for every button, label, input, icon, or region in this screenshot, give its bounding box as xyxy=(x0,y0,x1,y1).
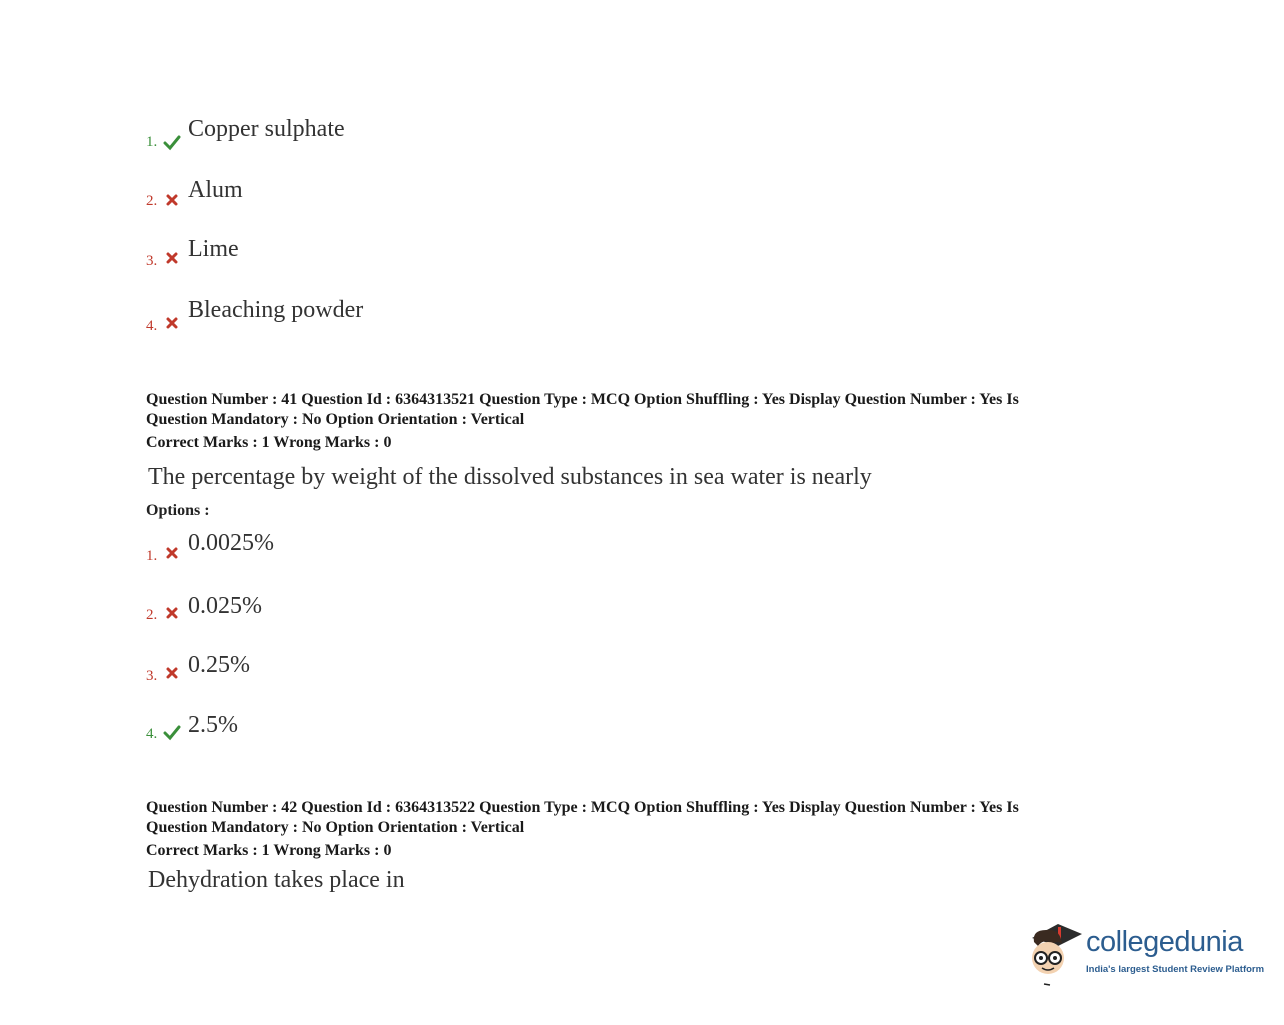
question-meta: Question Number : 41 Question Id : 6364313521 Question Type : MCQ Option Shuffling : Yes Display Question Number : Yes Is xyxy=(146,391,1019,408)
cross-icon xyxy=(163,544,181,562)
check-icon xyxy=(163,133,181,151)
option-text: 2.5% xyxy=(188,712,238,738)
cross-icon xyxy=(163,604,181,622)
cross-icon xyxy=(163,314,181,332)
option-number: 3. xyxy=(146,253,158,269)
logo-brand: collegedunia xyxy=(1086,926,1243,958)
option-number: 1. xyxy=(146,134,158,150)
cross-icon xyxy=(163,249,181,267)
logo-tagline: India's largest Student Review Platform xyxy=(1086,964,1265,975)
collegedunia-logo xyxy=(1024,918,1264,990)
question-meta: Question Mandatory : No Option Orientation : Vertical xyxy=(146,819,525,836)
cross-icon xyxy=(163,191,181,209)
cross-icon xyxy=(163,664,181,682)
option-number: 4. xyxy=(146,726,158,742)
question-text: Dehydration takes place in xyxy=(148,867,405,893)
option-number: 3. xyxy=(146,668,158,684)
question-marks: Correct Marks : 1 Wrong Marks : 0 xyxy=(146,434,392,451)
option-number: 4. xyxy=(146,318,158,334)
option-number: 2. xyxy=(146,193,158,209)
check-icon xyxy=(163,723,181,741)
option-text: Copper sulphate xyxy=(188,116,345,142)
option-text: Bleaching powder xyxy=(188,297,364,323)
question-meta: Question Number : 42 Question Id : 6364313522 Question Type : MCQ Option Shuffling : Yes Display Question Number : Yes Is xyxy=(146,799,1019,816)
option-text: 0.0025% xyxy=(188,530,274,556)
question-meta: Question Mandatory : No Option Orientation : Vertical xyxy=(146,411,525,428)
question-marks: Correct Marks : 1 Wrong Marks : 0 xyxy=(146,842,392,859)
option-text: Lime xyxy=(188,236,239,262)
mascot-icon xyxy=(1024,918,1084,990)
option-text: 0.25% xyxy=(188,652,250,678)
option-text: 0.025% xyxy=(188,593,262,619)
options-label: Options : xyxy=(146,502,210,519)
option-text: Alum xyxy=(188,177,243,203)
option-number: 2. xyxy=(146,607,158,623)
question-text: The percentage by weight of the dissolved substances in sea water is nearly xyxy=(148,464,872,490)
option-number: 1. xyxy=(146,548,158,564)
